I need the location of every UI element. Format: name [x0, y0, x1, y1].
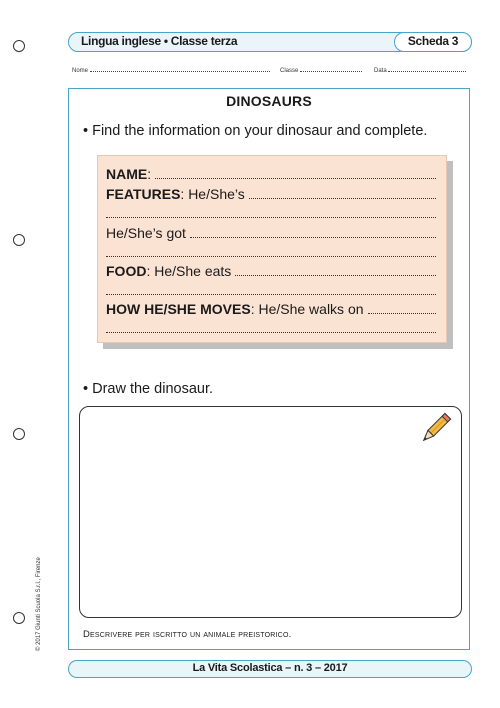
magazine-label: La Vita Scolastica – n. 3 – 2017 — [192, 662, 348, 674]
name-label: NAME — [106, 166, 148, 182]
header-bar — [68, 32, 472, 52]
moves-text: : He/She walks on — [250, 301, 364, 317]
name-colon: : — [147, 166, 152, 182]
food-continuation-line[interactable] — [106, 294, 436, 295]
dinosaur-info-card — [97, 155, 447, 343]
page-title: DINOSAURS — [226, 93, 312, 109]
date-label: Data — [374, 68, 387, 74]
food-row[interactable] — [106, 263, 436, 279]
binder-hole — [13, 234, 25, 246]
subject-label: Lingua inglese • Classe terza — [81, 34, 238, 48]
features-row[interactable] — [106, 186, 436, 202]
worksheet-frame — [68, 88, 470, 650]
pencil-icon — [415, 409, 455, 449]
copyright-text: © 2017 Giunti Scuola S.r.l., Firenze — [36, 557, 42, 651]
moves-row[interactable] — [106, 301, 436, 317]
moves-continuation-line[interactable] — [106, 332, 436, 333]
name-row[interactable] — [106, 166, 436, 182]
class-label: Classe — [280, 68, 299, 74]
got-row[interactable] — [106, 225, 436, 241]
features-text: : He/She’s — [180, 186, 245, 202]
binder-hole — [13, 612, 25, 624]
features-label: FEATURES — [106, 186, 181, 202]
binder-hole — [13, 428, 25, 440]
food-label: FOOD — [106, 263, 147, 279]
class-field[interactable] — [280, 66, 362, 74]
name-label: Nome — [72, 68, 89, 74]
task-note: Descrivere per iscritto un animale preistorico. — [83, 629, 292, 640]
features-continuation-line[interactable] — [106, 217, 436, 218]
instruction-draw: • Draw the dinosaur. — [83, 381, 214, 397]
moves-label: HOW HE/SHE MOVES — [106, 301, 251, 317]
date-field[interactable] — [374, 66, 466, 74]
binder-hole — [13, 40, 25, 52]
instruction-complete: • Find the information on your dinosaur and complete. — [83, 123, 428, 139]
got-text: He/She’s got — [106, 225, 186, 241]
sheet-tab: Scheda 3 — [394, 32, 472, 52]
got-continuation-line[interactable] — [106, 256, 436, 257]
footer-bar — [68, 660, 472, 678]
name-field[interactable] — [72, 66, 270, 74]
food-text: : He/She eats — [146, 263, 232, 279]
drawing-area[interactable] — [79, 406, 462, 618]
